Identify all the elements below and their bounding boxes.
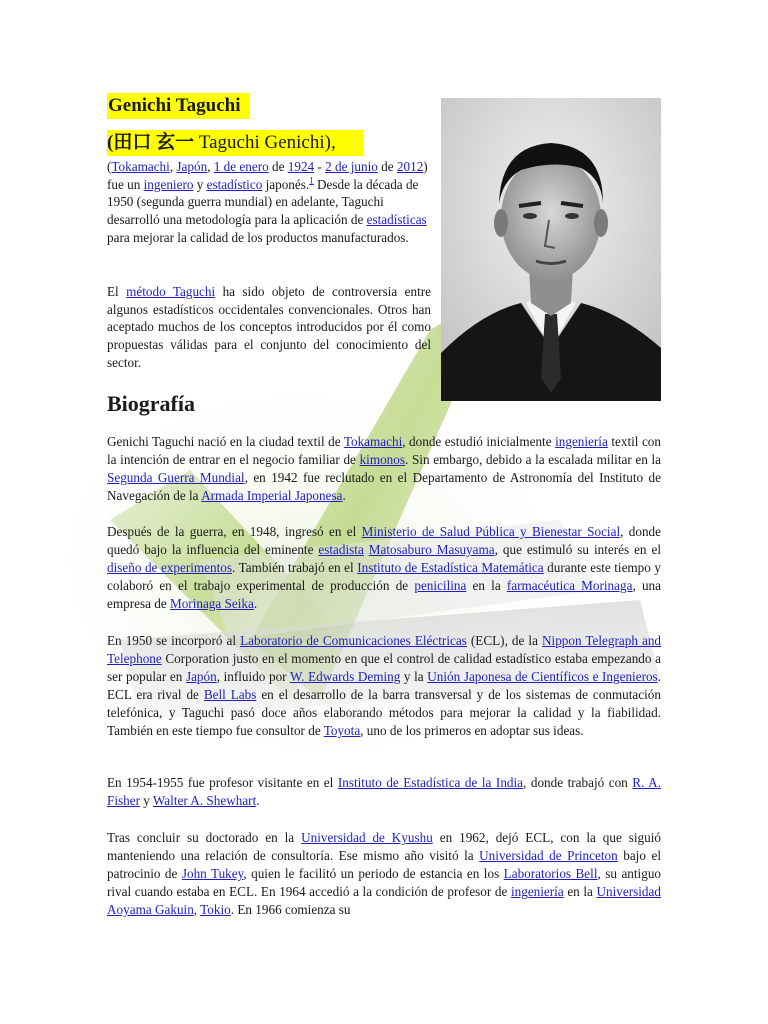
link-ingenieria[interactable]: ingeniería — [555, 434, 608, 449]
link-ingeniero[interactable]: ingeniero — [143, 176, 194, 192]
paragraph-text: , influido por — [216, 669, 290, 684]
link-ministerio[interactable]: Ministerio de Salud Pública y Bienestar Social — [361, 524, 621, 539]
paragraph-text: Después de la guerra, en 1948, ingresó en el — [107, 524, 362, 539]
intro-text: ( — [107, 159, 112, 174]
link-tukey[interactable]: John Tukey — [181, 866, 244, 881]
paragraph-text: Genichi Taguchi nació en la ciudad textil de — [107, 434, 344, 449]
paragraph-text: . También trabajó en el — [231, 560, 358, 575]
controversy-paragraph — [107, 283, 431, 372]
link-armada-imperial[interactable]: Armada Imperial Japonesa — [201, 488, 343, 503]
link-tokamachi[interactable]: Tokamachi — [111, 159, 170, 174]
link-tokamachi-city[interactable]: Tokamachi — [343, 434, 403, 449]
paragraph-text: . — [253, 596, 258, 611]
bio-paragraph-3 — [107, 632, 661, 740]
paragraph-text: , donde quedó bajo la influencia del eminente — [107, 524, 661, 557]
paragraph-text: , su antiguo rival cuando estaba en ECL. En 1964 accedió a la condición de profesor de — [107, 866, 662, 899]
link-tokio[interactable]: Tokio — [200, 902, 231, 917]
paragraph-text: . — [256, 793, 260, 808]
paragraph-text: . — [342, 488, 346, 503]
paragraph-text: . En 1966 comienza su — [230, 902, 351, 917]
link-birth-date[interactable]: 1 de enero — [213, 159, 269, 174]
paragraph-text: en la — [466, 578, 507, 593]
link-fisher[interactable]: R. A. Fisher — [107, 775, 661, 808]
intro-text: de — [268, 159, 288, 174]
paragraph-text: Tras concluir su doctorado en la — [107, 830, 302, 845]
paragraph-text: , — [193, 902, 201, 917]
paragraph-text: textil con la intención de entrar en el negocio familiar de — [107, 434, 661, 467]
paragraph-text: bajo el patrocinio de — [107, 848, 661, 881]
paragraph-text: . Sin embargo, debido a la escalada militar en la — [405, 452, 661, 467]
link-death-date[interactable]: 2 de junio — [325, 159, 378, 174]
intro-text: , — [169, 159, 177, 174]
subtitle-kanji: (田口 玄一 — [107, 132, 195, 153]
bio-paragraph-4 — [107, 774, 661, 810]
link-morinaga-seika[interactable]: Morinaga Seika — [169, 596, 254, 611]
link-aoyama-gakuin[interactable]: Universidad Aoyama Gakuin — [107, 884, 661, 917]
intro-text: y — [193, 176, 207, 192]
link-japon-country[interactable]: Japón — [185, 669, 217, 684]
link-instituto-estadistica[interactable]: Instituto de Estadística Matemática — [357, 560, 544, 575]
paragraph-text: en 1962, dejó ECL, con la que siguió manteniendo una relación de consultoría. Ese mismo año visitó la — [107, 830, 661, 863]
reference-link[interactable]: 1 — [309, 175, 314, 186]
intro-text: para mejorar la calidad de los productos manufacturados. — [107, 229, 409, 245]
paragraph-text: durante este tiempo y colaboró en el trabajo experimental de producción de — [107, 560, 661, 593]
intro-text: - — [314, 159, 326, 174]
link-segunda-guerra[interactable]: Segunda Guerra Mundial — [107, 470, 245, 485]
portrait-image — [441, 98, 661, 401]
link-ingenieria-2[interactable]: ingeniería — [510, 884, 564, 899]
link-estadistico[interactable]: estadístico — [206, 176, 263, 192]
link-instituto-india[interactable]: Instituto de Estadística de la India — [337, 775, 524, 790]
paragraph-text: , donde estudió inicialmente — [402, 434, 556, 449]
link-kimonos[interactable]: kimonos — [359, 452, 405, 467]
link-masuyama[interactable]: Matosaburo Masuyama — [368, 542, 495, 557]
bio-paragraph-2 — [107, 523, 661, 613]
paragraph-text: En 1954-1955 fue profesor visitante en el — [107, 775, 338, 790]
link-japon[interactable]: Japón — [176, 159, 208, 174]
section-heading-biografia: Biografía — [107, 391, 195, 416]
paragraph-text: , en 1942 fue reclutado en el Departamento de Astronomía del Instituto de Navegación de la — [107, 470, 661, 503]
paragraph-text: (ECL), de la — [466, 633, 542, 648]
link-bell-labs[interactable]: Bell Labs — [203, 687, 257, 702]
link-princeton[interactable]: Universidad de Princeton — [479, 848, 618, 863]
paragraph-text: Corporation justo en el momento en que el control de calidad estadístico estaba empezando a ser popular en — [107, 651, 661, 684]
paragraph-text: , que estimuló su interés en el — [494, 542, 662, 557]
paragraph-text: y la — [400, 669, 428, 684]
link-deming[interactable]: W. Edwards Deming — [289, 669, 401, 684]
intro-text: ) fue un — [107, 159, 428, 192]
link-estadisticas[interactable]: estadísticas — [366, 212, 427, 228]
link-penicilina[interactable]: penicilina — [414, 578, 467, 593]
link-estadista[interactable]: estadista — [318, 542, 364, 557]
bio-paragraph-1 — [107, 433, 661, 505]
paragraph-text: en la — [563, 884, 597, 899]
link-toyota[interactable]: Toyota — [323, 723, 361, 738]
paragraph-text: , donde trabajó con — [523, 775, 633, 790]
link-laboratorios-bell[interactable]: Laboratorios Bell — [503, 866, 598, 881]
paragraph-text: , una empresa de — [107, 578, 661, 611]
intro-text: de — [377, 159, 397, 174]
document-title: Genichi Taguchi — [107, 93, 250, 119]
link-birth-year[interactable]: 1924 — [287, 159, 315, 174]
link-laboratorio-ecl[interactable]: Laboratorio de Comunicaciones Eléctricas — [240, 633, 467, 648]
subtitle-romaji: Taguchi Genichi), — [194, 132, 336, 153]
link-metodo-taguchi[interactable]: método Taguchi — [126, 284, 216, 299]
bio-paragraph-5 — [107, 829, 661, 919]
paragraph-text: en el desarrollo de la barra transversal y de los sistemas de conmutación telefónica, y Taguchi pasó doce años elaborando métodos para mejorar la calidad y la fiabilidad. También en este tiempo fue consultor de — [107, 687, 661, 738]
link-diseno-experimentos[interactable]: diseño de experimentos — [107, 560, 232, 575]
link-nippon-telegraph[interactable]: Nippon Telegraph and Telephone — [107, 633, 662, 666]
intro-paragraph — [107, 158, 431, 247]
paragraph-text: El — [107, 284, 127, 299]
intro-text: Desde la década de 1950 (segunda guerra mundial) en adelante, Taguchi desarrolló una metodología para la aplicación de — [107, 176, 419, 228]
paragraph-text: , quien le facilitó un periodo de estancia en los — [243, 866, 504, 881]
paragraph-text: . ECL era rival de — [107, 669, 661, 702]
intro-text: , — [207, 159, 214, 174]
paragraph-text: y — [139, 793, 153, 808]
document-subtitle — [107, 130, 363, 156]
link-death-year[interactable]: 2012 — [396, 159, 424, 174]
link-juse[interactable]: Unión Japonesa de Científicos e Ingenieros — [427, 669, 658, 684]
link-shewhart[interactable]: Walter A. Shewhart — [152, 793, 257, 808]
paragraph-text: , uno de los primeros en adoptar sus ideas. — [360, 723, 584, 738]
paragraph-text: ha sido objeto de controversia entre algunos estadísticos occidentales convencionales. Otros han aceptado muchos de los conceptos introducidos por él como propuestas válidas para el conjunto del conocimiento del sector. — [107, 284, 431, 370]
link-farmaceutica-morinaga[interactable]: farmacéutica Morinaga — [506, 578, 633, 593]
portrait-photo — [441, 98, 661, 401]
intro-text: japonés. — [262, 176, 310, 192]
link-kyushu[interactable]: Universidad de Kyushu — [301, 830, 433, 845]
paragraph-text: En 1950 se incorporó al — [107, 633, 241, 648]
